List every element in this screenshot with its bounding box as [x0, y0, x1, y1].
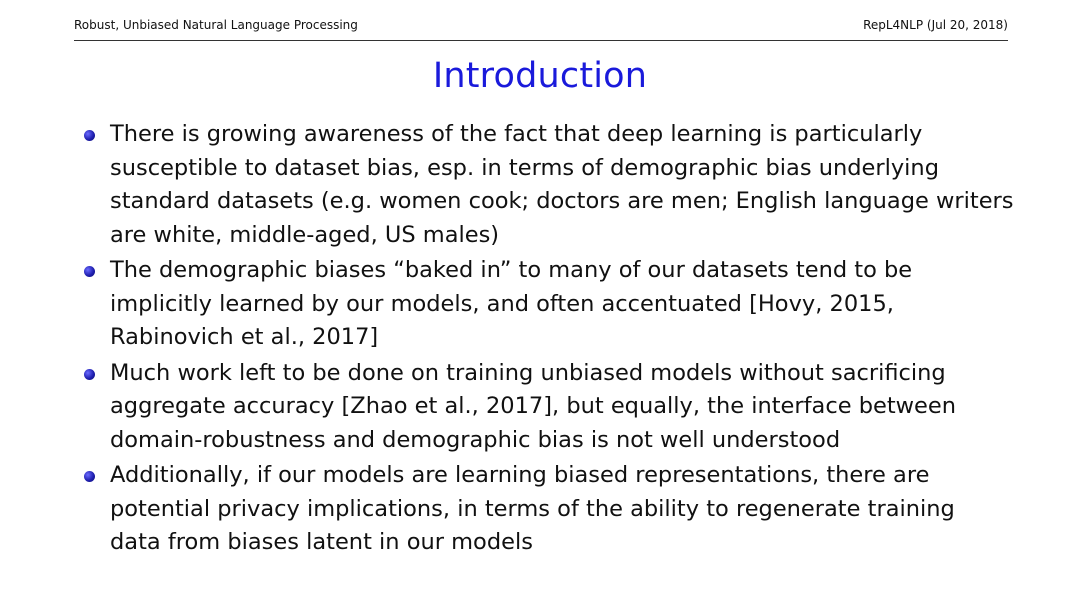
slide-header: [74, 12, 1008, 41]
bullet-line: implicitly learned by our models, and often accentuated [Hovy, 2015,: [110, 290, 894, 317]
bullet-item: [84, 254, 1034, 355]
slide-title: Introduction: [432, 56, 648, 96]
bullet-line: domain-robustness and demographic bias is not well understood: [110, 426, 841, 453]
bullet-dot-icon: [84, 130, 95, 141]
bullet-line: are white, middle-aged, US males): [110, 221, 500, 248]
bullet-item: [84, 357, 1034, 458]
bullet-dot-icon: [84, 266, 95, 277]
bullet-item: [84, 459, 1034, 560]
bullet-dot-icon: [84, 471, 95, 482]
header-talk-title: Robust, Unbiased Natural Language Processing: [74, 18, 358, 32]
bullet-line: The demographic biases “baked in” to many of our datasets tend to be: [110, 257, 913, 283]
bullet-line: susceptible to dataset bias, esp. in terms of demographic bias underlying: [110, 154, 939, 181]
bullet-dot-icon: [84, 369, 95, 380]
bullet-line: data from biases latent in our models: [110, 529, 533, 555]
bullet-line: There is growing awareness of the fact that deep learning is particularly: [110, 121, 923, 147]
bullet-line: potential privacy implications, in terms of the ability to regenerate training: [110, 495, 955, 522]
bullet-line: standard datasets (e.g. women cook; doctors are men; English language writers: [110, 188, 1014, 214]
bullet-item: [84, 118, 1034, 252]
bullet-line: aggregate accuracy [Zhao et al., 2017], but equally, the interface between: [110, 393, 957, 419]
bullet-line: Additionally, if our models are learning biased representations, there are: [110, 462, 930, 488]
bullet-line: Rabinovich et al., 2017]: [110, 324, 379, 350]
bullet-list: [84, 118, 1034, 562]
bullet-line: Much work left to be done on training unbiased models without sacrificing: [110, 359, 946, 386]
header-venue-date: RepL4NLP (Jul 20, 2018): [863, 18, 1008, 32]
